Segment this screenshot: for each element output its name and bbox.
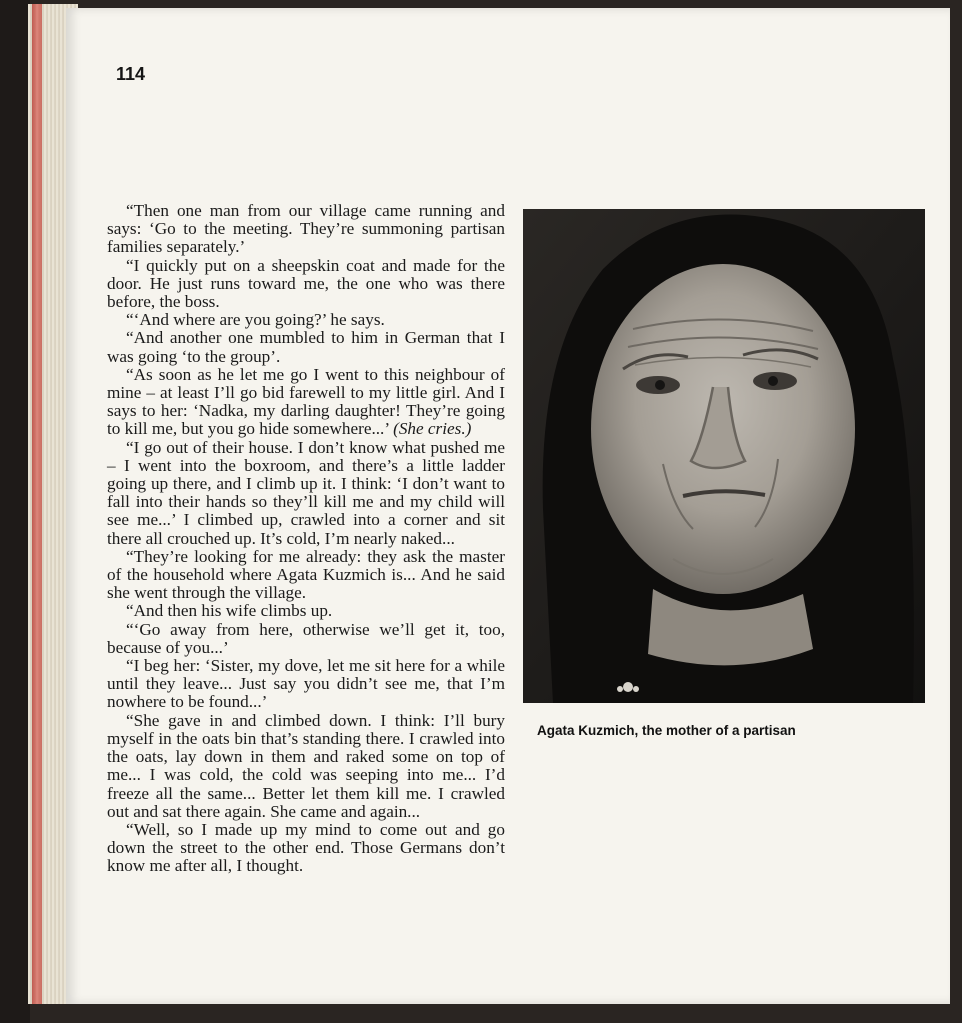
page-edge-tint bbox=[32, 4, 42, 1004]
paragraph: “She gave in and climbed down. I think: I’ll bury myself in the oats bin that’s standing there. I crawled into the oats, lay down in them and raked some on top of me... I was cold, the cold was seeping into me... I’d freeze all the same... Better let them kill me. I crawled out and sat there again. She came and again... bbox=[107, 710, 505, 821]
book-spine bbox=[0, 0, 30, 1023]
book-page bbox=[66, 8, 950, 1004]
paragraph: “Then one man from our village came running and says: ‘Go to the meeting. They’re summoning partisan families separately.’ bbox=[107, 201, 505, 257]
photo-caption: Agata Kuzmich, the mother of a partisan bbox=[537, 723, 796, 738]
paragraph: “And another one mumbled to him in German that I was going ‘to the group’. bbox=[107, 328, 505, 366]
portrait-illustration bbox=[523, 209, 925, 703]
paragraph: “Well, so I made up my mind to come out and go down the street to the other end. Those Germans don’t know me after all, I thought. bbox=[107, 819, 505, 876]
paragraph: “I go out of their house. I don’t know what pushed me – I went into the boxroom, and there’s a little ladder going up there, and I climb up it. I think: ‘I don’t want to fall into their hands so they’ll kill me and my child will see me...’ I climbed up, crawled into a corner and sit there all crouched up. It’s cold, I’m nearly naked... bbox=[107, 437, 505, 548]
paragraph: “As soon as he let me go I went to this neighbour of mine – at least I’ll go bid farewell to my little girl. And I says to her: ‘Nadka, my darling daughter! They’re going to kill me, but you go hide somewhere...’ (She cries.) bbox=[107, 364, 505, 439]
stage-direction: (She cries.) bbox=[393, 419, 472, 439]
body-text bbox=[107, 202, 505, 876]
paragraph: “They’re looking for me already: they ask the master of the household where Agata Kuzmich is... And he said she went through the village. bbox=[107, 546, 505, 603]
portrait-photo bbox=[523, 209, 925, 703]
paragraph: “I beg her: ‘Sister, my dove, let me sit here for a while until they leave... Just say you didn’t see me, that I’m nowhere to be found...’ bbox=[107, 656, 505, 712]
paragraph: “And then his wife climbs up. bbox=[126, 601, 333, 621]
page-number: 114 bbox=[116, 64, 146, 84]
paragraph: “‘And where are you going?’ he says. bbox=[126, 310, 385, 330]
paragraph: “‘Go away from here, otherwise we’ll get it, too, because of you...’ bbox=[107, 619, 505, 657]
paragraph: “I quickly put on a sheepskin coat and made for the door. He just runs toward me, the one who was there before, the boss. bbox=[107, 255, 505, 312]
